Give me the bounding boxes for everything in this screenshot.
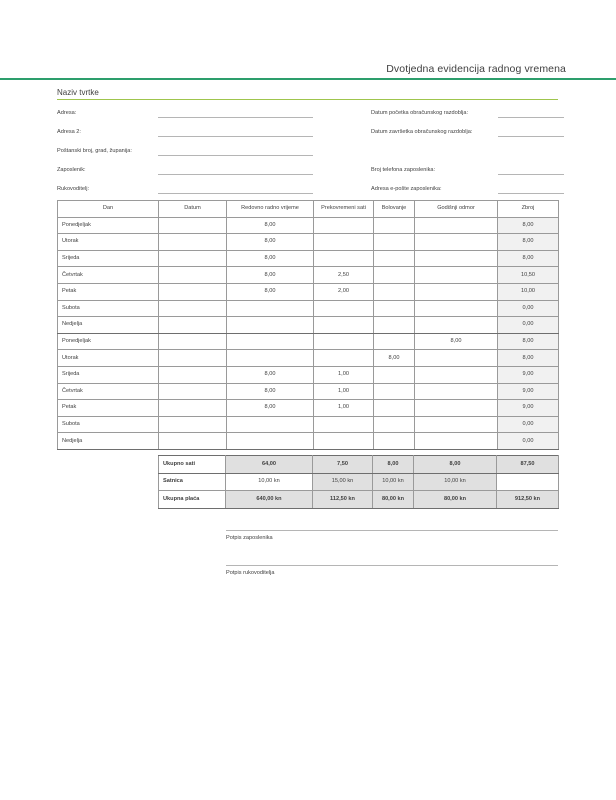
date-cell[interactable] xyxy=(159,267,227,284)
signature-manager-label: Potpis rukovoditelja xyxy=(226,570,275,576)
title-divider xyxy=(0,78,616,80)
regular-hours-cell[interactable]: 8,00 xyxy=(227,400,314,417)
day-cell: Nedjelja xyxy=(58,433,159,450)
day-cell: Subota xyxy=(58,300,159,317)
day-cell: Petak xyxy=(58,400,159,417)
table-header-row xyxy=(58,201,559,218)
sick-hours-cell[interactable] xyxy=(374,217,415,234)
signature-manager xyxy=(226,565,558,578)
date-cell[interactable] xyxy=(159,350,227,367)
sick-hours-cell[interactable] xyxy=(374,317,415,334)
timesheet-head xyxy=(58,201,559,218)
sick-hours-cell[interactable] xyxy=(374,366,415,383)
vacation-hours-cell[interactable] xyxy=(415,217,498,234)
overtime-hours-cell[interactable] xyxy=(314,317,374,334)
date-cell[interactable] xyxy=(159,317,227,334)
title-block xyxy=(0,62,616,80)
date-cell[interactable] xyxy=(159,283,227,300)
signature-line[interactable] xyxy=(226,565,558,566)
date-cell[interactable] xyxy=(159,366,227,383)
total-hours-cell[interactable]: 0,00 xyxy=(498,433,559,450)
form-field-input[interactable] xyxy=(498,193,564,194)
table-row xyxy=(58,400,559,417)
column-header: Datum xyxy=(159,201,227,218)
day-cell: Četvrtak xyxy=(58,383,159,400)
summary-label: Ukupno sati xyxy=(159,456,226,474)
sick-hours-cell[interactable] xyxy=(374,300,415,317)
total-hours-cell[interactable]: 8,00 xyxy=(498,333,559,350)
sick-hours-cell[interactable] xyxy=(374,333,415,350)
form-field-label: Adresa: xyxy=(57,110,77,116)
table-row xyxy=(58,250,559,267)
form-field-label: Rukovoditelj: xyxy=(57,186,90,192)
sick-hours-cell[interactable] xyxy=(374,383,415,400)
vacation-hours-cell[interactable] xyxy=(415,416,498,433)
form-field-label: Datum početka obračunskog razdoblja: xyxy=(371,110,469,116)
table-row xyxy=(58,317,559,334)
sick-hours-cell[interactable] xyxy=(374,283,415,300)
summary-sick[interactable]: 80,00 kn xyxy=(373,491,414,509)
day-cell: Ponedjeljak xyxy=(58,333,159,350)
summary-regular[interactable]: 64,00 xyxy=(226,456,313,474)
summary-overtime[interactable]: 7,50 xyxy=(313,456,373,474)
vacation-hours-cell[interactable] xyxy=(415,383,498,400)
regular-hours-cell[interactable] xyxy=(227,333,314,350)
table-row xyxy=(58,366,559,383)
summary-table xyxy=(158,455,559,509)
regular-hours-cell[interactable] xyxy=(227,433,314,450)
table-row xyxy=(58,300,559,317)
vacation-hours-cell[interactable] xyxy=(415,350,498,367)
vacation-hours-cell[interactable] xyxy=(415,300,498,317)
day-cell: Ponedjeljak xyxy=(58,217,159,234)
column-header: Dan xyxy=(58,201,159,218)
form-field-input[interactable] xyxy=(158,136,313,137)
regular-hours-cell[interactable]: 8,00 xyxy=(227,234,314,251)
summary-vacation[interactable]: 80,00 kn xyxy=(414,491,497,509)
timesheet-table xyxy=(57,200,559,450)
date-cell[interactable] xyxy=(159,433,227,450)
day-cell: Petak xyxy=(58,283,159,300)
day-cell: Utorak xyxy=(58,234,159,251)
form-field-input[interactable] xyxy=(498,174,564,175)
sick-hours-cell[interactable] xyxy=(374,234,415,251)
summary-row xyxy=(159,491,559,509)
form-field-input[interactable] xyxy=(158,193,313,194)
overtime-hours-cell[interactable] xyxy=(314,217,374,234)
vacation-hours-cell[interactable] xyxy=(415,267,498,284)
total-hours-cell[interactable]: 10,00 xyxy=(498,283,559,300)
overtime-hours-cell[interactable] xyxy=(314,234,374,251)
company-name-label: Naziv tvrtke xyxy=(57,88,99,97)
summary-overtime[interactable]: 112,50 kn xyxy=(313,491,373,509)
total-hours-cell[interactable]: 9,00 xyxy=(498,366,559,383)
overtime-hours-cell[interactable]: 2,00 xyxy=(314,283,374,300)
overtime-hours-cell[interactable]: 1,00 xyxy=(314,366,374,383)
date-cell[interactable] xyxy=(159,217,227,234)
summary-table-wrap xyxy=(158,455,558,509)
column-header: Prekovremeni sati xyxy=(314,201,374,218)
table-row xyxy=(58,350,559,367)
regular-hours-cell[interactable] xyxy=(227,317,314,334)
regular-hours-cell[interactable]: 8,00 xyxy=(227,383,314,400)
regular-hours-cell[interactable] xyxy=(227,350,314,367)
day-cell: Srijeda xyxy=(58,366,159,383)
signature-line[interactable] xyxy=(226,530,558,531)
day-cell: Utorak xyxy=(58,350,159,367)
form-field-label: Poštanski broj, grad, županija: xyxy=(57,148,132,154)
column-header: Bolovanje xyxy=(374,201,415,218)
form-field-input[interactable] xyxy=(158,174,313,175)
day-cell: Nedjelja xyxy=(58,317,159,334)
overtime-hours-cell[interactable] xyxy=(314,433,374,450)
total-hours-cell[interactable]: 0,00 xyxy=(498,416,559,433)
vacation-hours-cell[interactable] xyxy=(415,234,498,251)
form-field-label: Broj telefona zaposlenika: xyxy=(371,167,436,173)
date-cell[interactable] xyxy=(159,383,227,400)
overtime-hours-cell[interactable] xyxy=(314,350,374,367)
day-cell: Subota xyxy=(58,416,159,433)
timesheet-body xyxy=(58,217,559,449)
summary-label: Satnica xyxy=(159,473,226,491)
form-field-input[interactable] xyxy=(498,136,564,137)
total-hours-cell[interactable]: 0,00 xyxy=(498,300,559,317)
total-hours-cell[interactable]: 8,00 xyxy=(498,250,559,267)
table-row xyxy=(58,383,559,400)
form-field-input[interactable] xyxy=(498,117,564,118)
column-header: Redovno radno vrijeme xyxy=(227,201,314,218)
vacation-hours-cell[interactable] xyxy=(415,433,498,450)
form-field-label: Adresa 2: xyxy=(57,129,81,135)
date-cell[interactable] xyxy=(159,416,227,433)
signature-employee-label: Potpis zaposlenika xyxy=(226,535,273,541)
form-field-label: Zaposlenik: xyxy=(57,167,86,173)
company-name-divider xyxy=(57,99,558,100)
vacation-hours-cell[interactable] xyxy=(415,250,498,267)
total-hours-cell[interactable]: 10,50 xyxy=(498,267,559,284)
sick-hours-cell[interactable] xyxy=(374,416,415,433)
total-hours-cell[interactable]: 8,00 xyxy=(498,234,559,251)
summary-sick[interactable]: 10,00 kn xyxy=(373,473,414,491)
summary-vacation[interactable]: 10,00 kn xyxy=(414,473,497,491)
sick-hours-cell[interactable] xyxy=(374,400,415,417)
table-row xyxy=(58,217,559,234)
day-cell: Srijeda xyxy=(58,250,159,267)
date-cell[interactable] xyxy=(159,400,227,417)
overtime-hours-cell[interactable] xyxy=(314,416,374,433)
sick-hours-cell[interactable]: 8,00 xyxy=(374,350,415,367)
overtime-hours-cell[interactable]: 1,00 xyxy=(314,383,374,400)
table-row xyxy=(58,433,559,450)
form-field-input[interactable] xyxy=(158,117,313,118)
vacation-hours-cell[interactable]: 8,00 xyxy=(415,333,498,350)
vacation-hours-cell[interactable] xyxy=(415,400,498,417)
sick-hours-cell[interactable] xyxy=(374,433,415,450)
total-hours-cell[interactable]: 8,00 xyxy=(498,217,559,234)
summary-regular[interactable]: 640,00 kn xyxy=(226,491,313,509)
summary-label: Ukupna plaća xyxy=(159,491,226,509)
vacation-hours-cell[interactable] xyxy=(415,317,498,334)
column-header: Godišnji odmor xyxy=(415,201,498,218)
total-hours-cell[interactable]: 9,00 xyxy=(498,383,559,400)
regular-hours-cell[interactable]: 8,00 xyxy=(227,366,314,383)
regular-hours-cell[interactable] xyxy=(227,300,314,317)
summary-vacation[interactable]: 8,00 xyxy=(414,456,497,474)
table-row xyxy=(58,333,559,350)
date-cell[interactable] xyxy=(159,300,227,317)
column-header: Zbroj xyxy=(498,201,559,218)
total-hours-cell[interactable]: 9,00 xyxy=(498,400,559,417)
overtime-hours-cell[interactable] xyxy=(314,300,374,317)
signature-employee xyxy=(226,530,558,543)
overtime-hours-cell[interactable] xyxy=(314,250,374,267)
regular-hours-cell[interactable]: 8,00 xyxy=(227,267,314,284)
table-row xyxy=(58,283,559,300)
summary-sick[interactable]: 8,00 xyxy=(373,456,414,474)
summary-total[interactable]: 912,50 kn xyxy=(497,491,559,509)
date-cell[interactable] xyxy=(159,333,227,350)
sick-hours-cell[interactable] xyxy=(374,267,415,284)
date-cell[interactable] xyxy=(159,250,227,267)
sick-hours-cell[interactable] xyxy=(374,250,415,267)
overtime-hours-cell[interactable]: 1,00 xyxy=(314,400,374,417)
day-cell: Četvrtak xyxy=(58,267,159,284)
timesheet-table-wrap xyxy=(57,200,558,450)
vacation-hours-cell[interactable] xyxy=(415,366,498,383)
table-row xyxy=(58,267,559,284)
regular-hours-cell[interactable]: 8,00 xyxy=(227,283,314,300)
overtime-hours-cell[interactable] xyxy=(314,333,374,350)
date-cell[interactable] xyxy=(159,234,227,251)
table-row xyxy=(58,416,559,433)
summary-body xyxy=(159,456,559,509)
regular-hours-cell[interactable]: 8,00 xyxy=(227,250,314,267)
regular-hours-cell[interactable] xyxy=(227,416,314,433)
total-hours-cell[interactable]: 8,00 xyxy=(498,350,559,367)
summary-row xyxy=(159,473,559,491)
total-hours-cell[interactable]: 0,00 xyxy=(498,317,559,334)
vacation-hours-cell[interactable] xyxy=(415,283,498,300)
table-row xyxy=(58,234,559,251)
form-field-label: Datum završetka obračunskog razdoblja: xyxy=(371,129,473,135)
regular-hours-cell[interactable]: 8,00 xyxy=(227,217,314,234)
summary-total[interactable]: 87,50 xyxy=(497,456,559,474)
summary-total[interactable] xyxy=(497,473,559,491)
summary-row xyxy=(159,456,559,474)
page-title: Dvotjedna evidencija radnog vremena xyxy=(386,63,566,75)
form-field-input[interactable] xyxy=(158,155,313,156)
overtime-hours-cell[interactable]: 2,50 xyxy=(314,267,374,284)
summary-overtime[interactable]: 15,00 kn xyxy=(313,473,373,491)
form-field-label: Adresa e-pošte zaposlenika: xyxy=(371,186,442,192)
summary-regular[interactable]: 10,00 kn xyxy=(226,473,313,491)
